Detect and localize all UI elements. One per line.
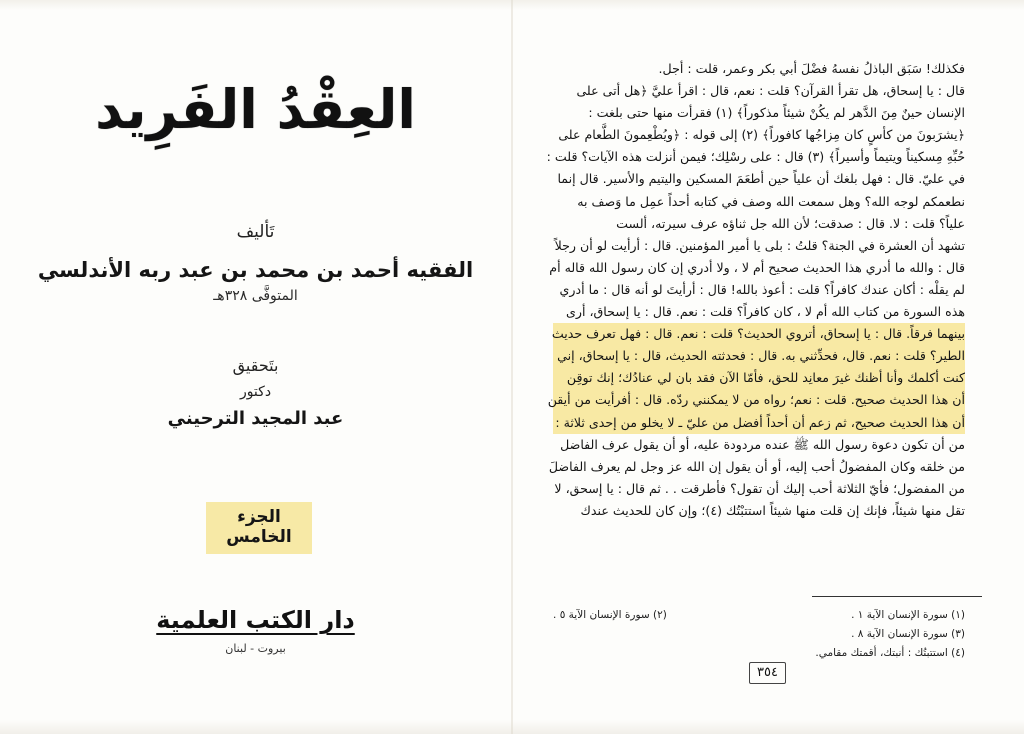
book-title: العِقْدُ الفَرِيد <box>95 78 416 141</box>
footnotes-block <box>553 606 965 663</box>
footnote-row <box>553 606 965 625</box>
body-line-highlighted: الطير؟ قلت : نعم. قال، فحدِّثني به. قال : فحدثته الحديث، قال : يا إسحاق، إني <box>553 345 965 367</box>
page-number-container <box>511 662 1024 684</box>
body-line: لم يقلْه : أكان عندك كافراً؟ قلت : أعوذ بالله! قال : أرأيتَ لو أنه قال : ما أدري <box>559 281 965 297</box>
body-line-highlighted: أن هذا الحديث صحيح، ثم زعم أن أحداً أفضل من عليّ ـ لا يخلو من إحدى ثلاثة : <box>553 412 965 434</box>
body-line: تشهد أن العشرة في الجنة؟ قلتُ : بلى يا أمير المؤمنين. قال : أرأيت لو أن رجلاً <box>554 237 965 253</box>
footnote-row <box>553 644 965 663</box>
body-line: ﴿يشرَبونَ من كأسٍ كان مِزاجُها كافوراً﴾ (٢) إلى قوله : ﴿ويُطْعِمونَ الطَّعام على <box>558 127 965 143</box>
body-line: حُبِّهِ مِسكيناً ويتيماً وأسيراً﴾ (٣) قال : على رسْلِك؛ فيمن أنزلت هذه الآيات؟ قلت : <box>546 149 965 165</box>
verifier-name: عبد المجيد الترحيني <box>167 408 344 429</box>
text-page <box>511 0 1024 734</box>
body-line: من خلقه وكان المفضولُ أحب إليه، أو أن يقول إن الله عز وجل لم يعرف الفاضلَ <box>548 458 965 474</box>
body-line: من المفضول؛ فأيّ الثلاثة أحب إليك أن تقول؟ فأطرقت . . ثم قال : يا إسحق، لا <box>554 480 965 496</box>
verifier-title: دكتور <box>239 384 272 400</box>
body-line-highlighted: بينهما فرقاً. قال : يا إسحاق، أتروي الحديث؟ قلت : نعم. قال : فهل تعرف حديث <box>553 323 965 345</box>
publisher-name: دار الكتب العلمية <box>156 606 355 634</box>
footnote-row <box>553 625 965 644</box>
footnote-item: (٢) سورة الإنسان الآية ٥ . <box>553 609 667 621</box>
footnote-separator-rule <box>812 596 982 597</box>
publisher-city: بيروت - لبنان <box>225 642 286 655</box>
body-line: قال : يا إسحاق، هل تقرأ القرآن؟ قلت : نعم، قال : اقرأ عليَّ ﴿هل أتى على <box>576 83 965 99</box>
authored-by-label: تَأليف <box>236 222 275 242</box>
footnote-item: (١) سورة الإنسان الآية ١ . <box>851 609 965 621</box>
author-name: الفقيه أحمد بن محمد بن عبد ربه الأندلسي <box>37 258 474 282</box>
body-line-highlighted: أن هذا الحديث صحيح. قلت : نعم؛ رواه من لا يمكنني ردّه. قال : أفرأيت من أيقن <box>553 389 965 411</box>
volume-badge: الجزء الخامس <box>206 502 312 554</box>
body-line: هذه السورة من كتاب الله أم لا ، كان كافراً؟ قلت : نعم. قال : يا إسحاق، أرى <box>566 304 965 320</box>
page-number: ٣٥٤ <box>749 662 786 684</box>
title-page <box>0 0 511 734</box>
body-line: علياً؟ قلت : لا. قال : صدقت؛ لأن الله جل ثناؤه عرف سيرته، ألست <box>616 215 965 231</box>
body-line: قال : والله ما أدري هذا الحديث صحيح أم لا ، ولا أدري إن كان رسول الله قاله أم <box>549 259 965 275</box>
footnote-item: (٤) استتبتُك : أنبتك، أقمتك مقامي. <box>815 647 965 659</box>
body-line: الإنسان حينٌ مِنَ الدَّهر لم يكُنْ شيئاً مذكوراً﴾ (١) فقرأت منها حتى بلغت : <box>588 105 965 121</box>
author-death-year: المتوفَّى ٣٢٨هـ <box>213 288 298 304</box>
body-line: تقل منها شيئاً، فإنك إن قلت منها شيئاً استتبْتُك (٤)؛ وإن كان للحديث عندك <box>580 502 965 518</box>
body-line: في عليّ. قال : فهل بلغك أن علياً حين أطعَمَ المسكين واليتيم والأسير. قال إنما <box>557 171 965 187</box>
verification-label: بتَحقيق <box>232 356 279 375</box>
body-line-highlighted: كنت أكلمك وأنا أظنك غيرَ معانِد للحق، فأمّا الآن فقد بان لي عنادُك؛ إنك توقِن <box>553 367 965 389</box>
body-line: من أن تكون دعوة رسول الله ﷺ عنده مردودة عليه، أو أن يقول عرف الفاضل <box>560 436 965 452</box>
body-line: نطعمكم لوجه الله؟ وهل سمعت الله وصف في كتابه أحداً عمِل ما وَصف به <box>577 193 965 209</box>
body-line: فكذلك! سَبَق الباذلُ نفسهُ فضْلَ أبي بكر وعمر، قلت : أجل. <box>658 61 965 76</box>
body-text-column <box>546 58 965 522</box>
footnote-item: (٣) سورة الإنسان الآية ٨ . <box>851 628 965 640</box>
